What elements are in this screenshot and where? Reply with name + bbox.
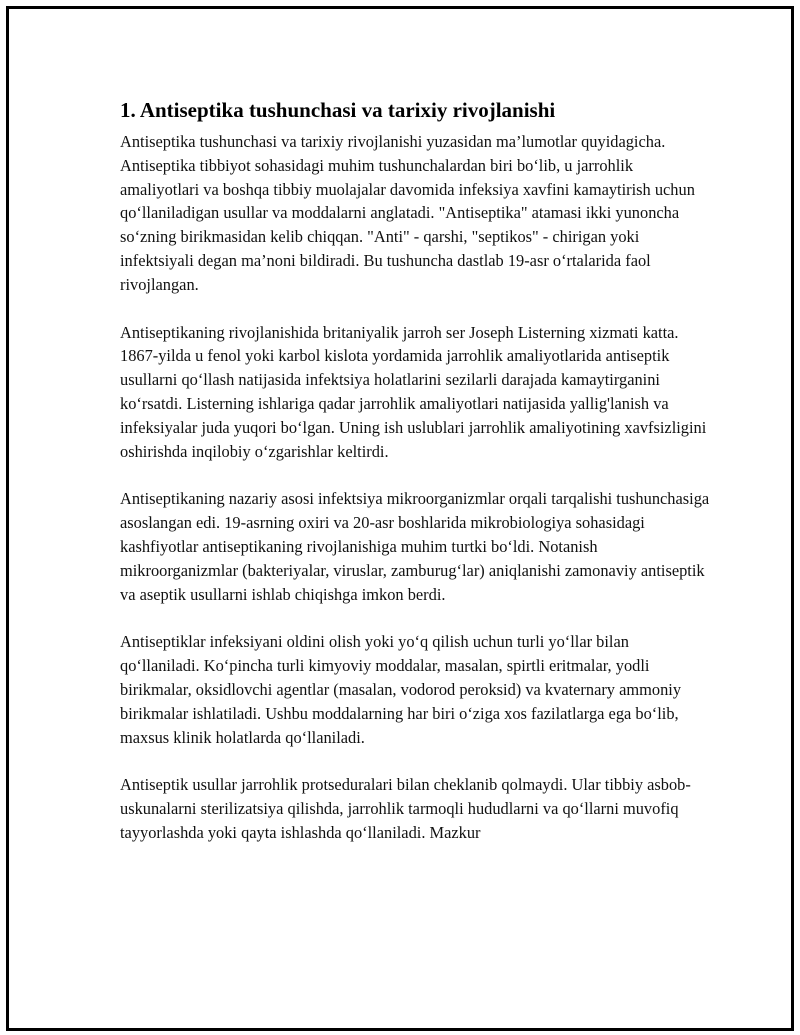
document-page bbox=[6, 6, 794, 1031]
section-heading: 1. Antiseptika tushunchasi va tarixiy rivojlanishi bbox=[120, 98, 556, 122]
paragraph-lister: Antiseptikaning rivojlanishida britaniyalik jarroh ser Joseph Listerning xizmati katta. 1867-yilda u fenol yoki karbol kislota yordamida jarrohlik amaliyotlarida antiseptik usullarni qo‘llash natijasida infektsiya holatlarini sezilarli darajada kamaytirganini ko‘rsatdi. Listerning ishlariga qadar jarrohlik amaliyotlari natijasida yallig'lanish va infeksiyalar juda yuqori bo‘lgan. Uning ish uslublari jarrohlik amaliyotining xavfsizligini oshirishda inqilobiy o‘zgarishlar keltirdi. bbox=[120, 322, 707, 461]
paragraph-definition: Antiseptika tushunchasi va tarixiy rivojlanishi yuzasidan ma’lumotlar quyidagicha. Antiseptika tibbiyot sohasidagi muhim tushunchalardan biri bo‘lib, u jarrohlik amaliyotlari va boshqa tibbiy muolajalar davomida infeksiya xavfini kamaytirish uchun qo‘llaniladigan usullar va moddalarni anglatadi. "Antiseptika" atamasi ikki yunoncha so‘zning birikmasidan kelib chiqqan. "Anti" - qarshi, "septikos" - chirigan yoki infektsiyali degan ma’noni bildiradi. Bu tushuncha dastlab 19-asr o‘rtalarida faol rivojlangan. bbox=[120, 132, 695, 294]
paragraph-applications: Antiseptik usullar jarrohlik protseduralari bilan cheklanib qolmaydi. Ular tibbiy asbob-uskunalarni sterilizatsiya qilishda, jarrohlik tarmoqli hududlarni va qo‘llarni muvofiq tayyorlashda yoki qayta ishlashda qo‘llaniladi. Mazkur bbox=[120, 775, 691, 842]
document-body bbox=[120, 97, 710, 869]
paragraph-theory: Antiseptikaning nazariy asosi infektsiya mikroorganizmlar orqali tarqalishi tushunchasiga asoslangan edi. 19-asrning oxiri va 20-asr boshlarida mikrobiologiya sohasidagi kashfiyotlar antiseptikaning rivojlanishiga muhim turtki bo‘ldi. Notanish mikroorganizmlar (bakteriyalar, viruslar, zamburug‘lar) aniqlanishi zamonaviy antiseptik va aseptik usullarni ishlab chiqishga imkon berdi. bbox=[120, 489, 710, 604]
paragraph-antiseptic-agents: Antiseptiklar infeksiyani oldini olish yoki yo‘q qilish uchun turli yo‘llar bilan qo‘llaniladi. Ko‘pincha turli kimyoviy moddalar, masalan, spirtli eritmalar, yodli birikmalar, oksidlovchi agentlar (masalan, vodorod peroksid) va kvaternary ammoniy birikmalar ishlatiladi. Ushbu moddalarning har biri o‘ziga xos fazilatlarga ega bo‘lib, maxsus klinik holatlarda qo‘llaniladi. bbox=[120, 632, 682, 747]
